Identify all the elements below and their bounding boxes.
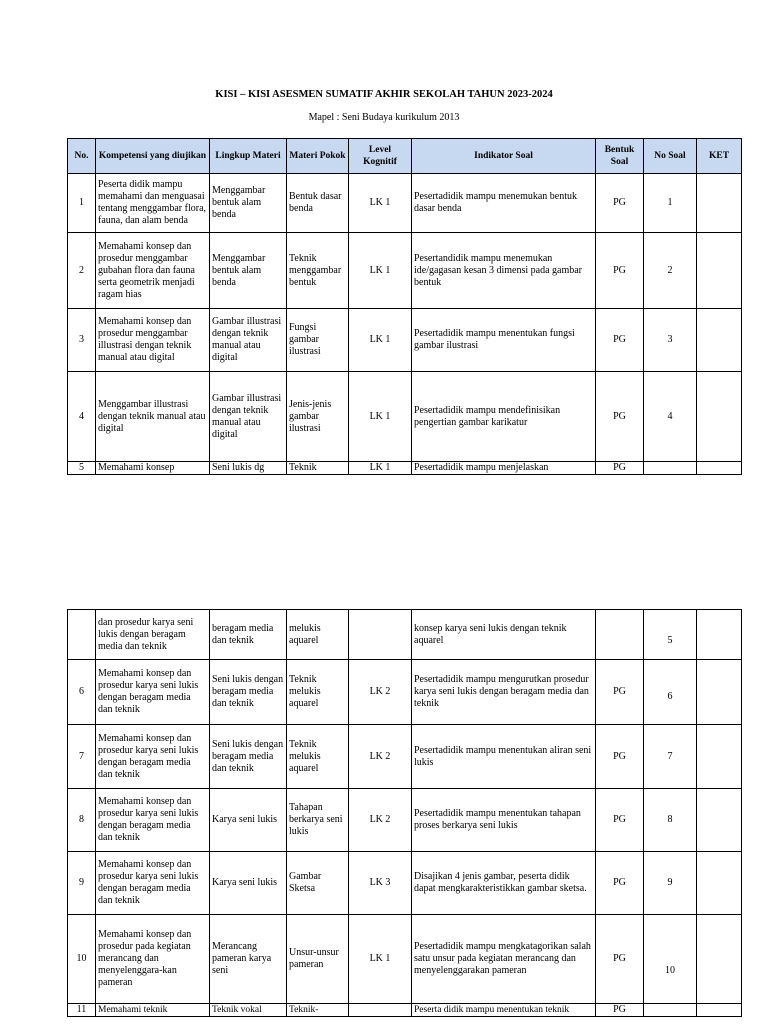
- cell-lingkup: Teknik vokal: [210, 1004, 287, 1017]
- cell-materi: Teknik-: [287, 1004, 349, 1017]
- header-indikator: Indikator Soal: [412, 139, 596, 174]
- cell-materi: Teknik melukis aquarel: [287, 725, 349, 789]
- cell-nosoal: 9: [644, 852, 697, 915]
- cell-kompetensi: dan prosedur karya seni lukis dengan beragam media dan teknik: [96, 610, 210, 660]
- cell-ket: [697, 174, 742, 233]
- cell-ket: [697, 372, 742, 462]
- cell-materi: Gambar Sketsa: [287, 852, 349, 915]
- cell-ket: [697, 725, 742, 789]
- cell-kompetensi: Memahami konsep dan prosedur karya seni lukis dengan beragam media dan teknik: [96, 789, 210, 852]
- cell-indikator: Pesertadidik mampu menjelaskan: [412, 462, 596, 475]
- cell-kompetensi: Memahami konsep: [96, 462, 210, 475]
- cell-kompetensi: Memahami konsep dan prosedur menggambar illustrasi dengan teknik manual atau digital: [96, 309, 210, 372]
- cell-level: LK 1: [349, 309, 412, 372]
- cell-kompetensi: Memahami konsep dan prosedur menggambar gubahan flora dan fauna serta geometrik menjadi ragam hias: [96, 233, 210, 309]
- cell-indikator: Pesertadidik mampu menentukan tahapan proses berkarya seni lukis: [412, 789, 596, 852]
- header-materi: Materi Pokok: [287, 139, 349, 174]
- table-row: [68, 852, 742, 915]
- table-row: [68, 789, 742, 852]
- cell-lingkup: Menggambar bentuk alam benda: [210, 174, 287, 233]
- cell-no: 1: [68, 174, 96, 233]
- table-row: [68, 1004, 742, 1017]
- header-kompetensi: Kompetensi yang diujikan: [96, 139, 210, 174]
- cell-bentuk: PG: [596, 660, 644, 725]
- header-nosoal: No Soal: [644, 139, 697, 174]
- cell-kompetensi: Memahami konsep dan prosedur karya seni lukis dengan beragam media dan teknik: [96, 725, 210, 789]
- cell-materi: Teknik melukis aquarel: [287, 660, 349, 725]
- cell-ket: [697, 852, 742, 915]
- cell-ket: [697, 233, 742, 309]
- cell-ket: [697, 610, 742, 660]
- table-row: [68, 610, 742, 660]
- cell-nosoal: 4: [644, 372, 697, 462]
- document-subtitle: Mapel : Seni Budaya kurikulum 2013: [308, 112, 460, 123]
- cell-level: LK 1: [349, 372, 412, 462]
- header-no: No.: [68, 139, 96, 174]
- cell-ket: [697, 660, 742, 725]
- cell-no: 6: [68, 660, 96, 725]
- table-row: [68, 462, 742, 475]
- cell-level: LK 2: [349, 660, 412, 725]
- cell-lingkup: Seni lukis dengan beragam media dan teknik: [210, 725, 287, 789]
- cell-bentuk: PG: [596, 372, 644, 462]
- cell-nosoal: 6: [644, 660, 697, 725]
- kisi-table-part-2: [67, 609, 742, 1017]
- cell-no: 5: [68, 462, 96, 475]
- cell-level: LK 1: [349, 915, 412, 1004]
- cell-level: LK 1: [349, 462, 412, 475]
- cell-level: [349, 1004, 412, 1017]
- cell-bentuk: PG: [596, 1004, 644, 1017]
- cell-bentuk: PG: [596, 309, 644, 372]
- cell-lingkup: Seni lukis dg: [210, 462, 287, 475]
- cell-indikator: Pesertadidik mampu mengkatagorikan salah satu unsur pada kegiatan merancang dan menyelenggarakan pameran: [412, 915, 596, 1004]
- cell-materi: melukis aquarel: [287, 610, 349, 660]
- cell-bentuk: PG: [596, 233, 644, 309]
- cell-kompetensi: Memahami konsep dan prosedur karya seni lukis dengan beragam media dan teknik: [96, 852, 210, 915]
- cell-ket: [697, 915, 742, 1004]
- cell-ket: [697, 789, 742, 852]
- cell-materi: Jenis-jenis gambar ilustrasi: [287, 372, 349, 462]
- cell-materi: Bentuk dasar benda: [287, 174, 349, 233]
- cell-indikator: Pesertadidik mampu mengurutkan prosedur karya seni lukis dengan beragam media dan teknik: [412, 660, 596, 725]
- cell-materi: Teknik menggambar bentuk: [287, 233, 349, 309]
- cell-bentuk: PG: [596, 789, 644, 852]
- cell-no: 8: [68, 789, 96, 852]
- cell-level: LK 2: [349, 789, 412, 852]
- cell-indikator: Pesertandidik mampu menemukan ide/gagasan kesan 3 dimensi pada gambar bentuk: [412, 233, 596, 309]
- cell-level: LK 1: [349, 233, 412, 309]
- cell-indikator: Peserta didik mampu menentukan teknik: [412, 1004, 596, 1017]
- cell-bentuk: PG: [596, 852, 644, 915]
- header-ket: KET: [697, 139, 742, 174]
- cell-no: 10: [68, 915, 96, 1004]
- cell-bentuk: PG: [596, 462, 644, 475]
- cell-kompetensi: Memahami konsep dan prosedur pada kegiatan merancang dan menyelenggara-kan pameran: [96, 915, 210, 1004]
- table-row: [68, 174, 742, 233]
- cell-nosoal: 7: [644, 725, 697, 789]
- cell-no: 9: [68, 852, 96, 915]
- cell-kompetensi: Menggambar illustrasi dengan teknik manual atau digital: [96, 372, 210, 462]
- cell-materi: Teknik: [287, 462, 349, 475]
- header-bentuk: Bentuk Soal: [596, 139, 644, 174]
- cell-nosoal: 5: [644, 610, 697, 660]
- cell-indikator: Pesertadidik mampu menentukan aliran seni lukis: [412, 725, 596, 789]
- header-level: Level Kognitif: [349, 139, 412, 174]
- cell-materi: Unsur-unsur pameran: [287, 915, 349, 1004]
- table-row: [68, 309, 742, 372]
- cell-lingkup: Menggambar bentuk alam benda: [210, 233, 287, 309]
- cell-bentuk: [596, 610, 644, 660]
- cell-materi: Fungsi gambar ilustrasi: [287, 309, 349, 372]
- cell-level: LK 3: [349, 852, 412, 915]
- cell-nosoal: 8: [644, 789, 697, 852]
- document-title: KISI – KISI ASESMEN SUMATIF AKHIR SEKOLAH TAHUN 2023-2024: [215, 89, 553, 100]
- cell-bentuk: PG: [596, 725, 644, 789]
- cell-no: 3: [68, 309, 96, 372]
- cell-level: LK 1: [349, 174, 412, 233]
- cell-indikator: Pesertadidik mampu menentukan fungsi gambar ilustrasi: [412, 309, 596, 372]
- cell-lingkup: Karya seni lukis: [210, 789, 287, 852]
- cell-lingkup: Gambar illustrasi dengan teknik manual atau digital: [210, 309, 287, 372]
- cell-nosoal: 2: [644, 233, 697, 309]
- cell-nosoal: [644, 462, 697, 475]
- cell-ket: [697, 309, 742, 372]
- cell-indikator: Pesertadidik mampu mendefinisikan pengertian gambar karikatur: [412, 372, 596, 462]
- cell-indikator: Pesertadidik mampu menemukan bentuk dasar benda: [412, 174, 596, 233]
- cell-lingkup: Merancang pameran karya seni: [210, 915, 287, 1004]
- table-row: [68, 233, 742, 309]
- table-row: [68, 372, 742, 462]
- cell-kompetensi: Memahami konsep dan prosedur karya seni lukis dengan beragam media dan teknik: [96, 660, 210, 725]
- cell-lingkup: Seni lukis dengan beragam media dan teknik: [210, 660, 287, 725]
- cell-indikator: konsep karya seni lukis dengan teknik aquarel: [412, 610, 596, 660]
- cell-no: 2: [68, 233, 96, 309]
- header-lingkup: Lingkup Materi: [210, 139, 287, 174]
- cell-lingkup: Karya seni lukis: [210, 852, 287, 915]
- kisi-table-part-1: [67, 138, 742, 475]
- cell-materi: Tahapan berkarya seni lukis: [287, 789, 349, 852]
- cell-lingkup: Gambar illustrasi dengan teknik manual atau digital: [210, 372, 287, 462]
- table-row: [68, 915, 742, 1004]
- cell-bentuk: PG: [596, 174, 644, 233]
- cell-kompetensi: Peserta didik mampu memahami dan menguasai tentang menggambar flora, fauna, dan alam benda: [96, 174, 210, 233]
- cell-no: 4: [68, 372, 96, 462]
- cell-lingkup: beragam media dan teknik: [210, 610, 287, 660]
- cell-nosoal: 3: [644, 309, 697, 372]
- cell-bentuk: PG: [596, 915, 644, 1004]
- cell-nosoal: [644, 1004, 697, 1017]
- table-header-row: [68, 139, 742, 174]
- cell-indikator: Disajikan 4 jenis gambar, peserta didik dapat mengkarakteristikkan gambar sketsa.: [412, 852, 596, 915]
- cell-level: [349, 610, 412, 660]
- cell-no: 11: [68, 1004, 96, 1017]
- cell-level: LK 2: [349, 725, 412, 789]
- cell-nosoal: 10: [644, 915, 697, 1004]
- table-row: [68, 725, 742, 789]
- cell-nosoal: 1: [644, 174, 697, 233]
- cell-ket: [697, 1004, 742, 1017]
- table-row: [68, 660, 742, 725]
- cell-kompetensi: Memahami teknik: [96, 1004, 210, 1017]
- cell-no: 7: [68, 725, 96, 789]
- cell-ket: [697, 462, 742, 475]
- cell-no: [68, 610, 96, 660]
